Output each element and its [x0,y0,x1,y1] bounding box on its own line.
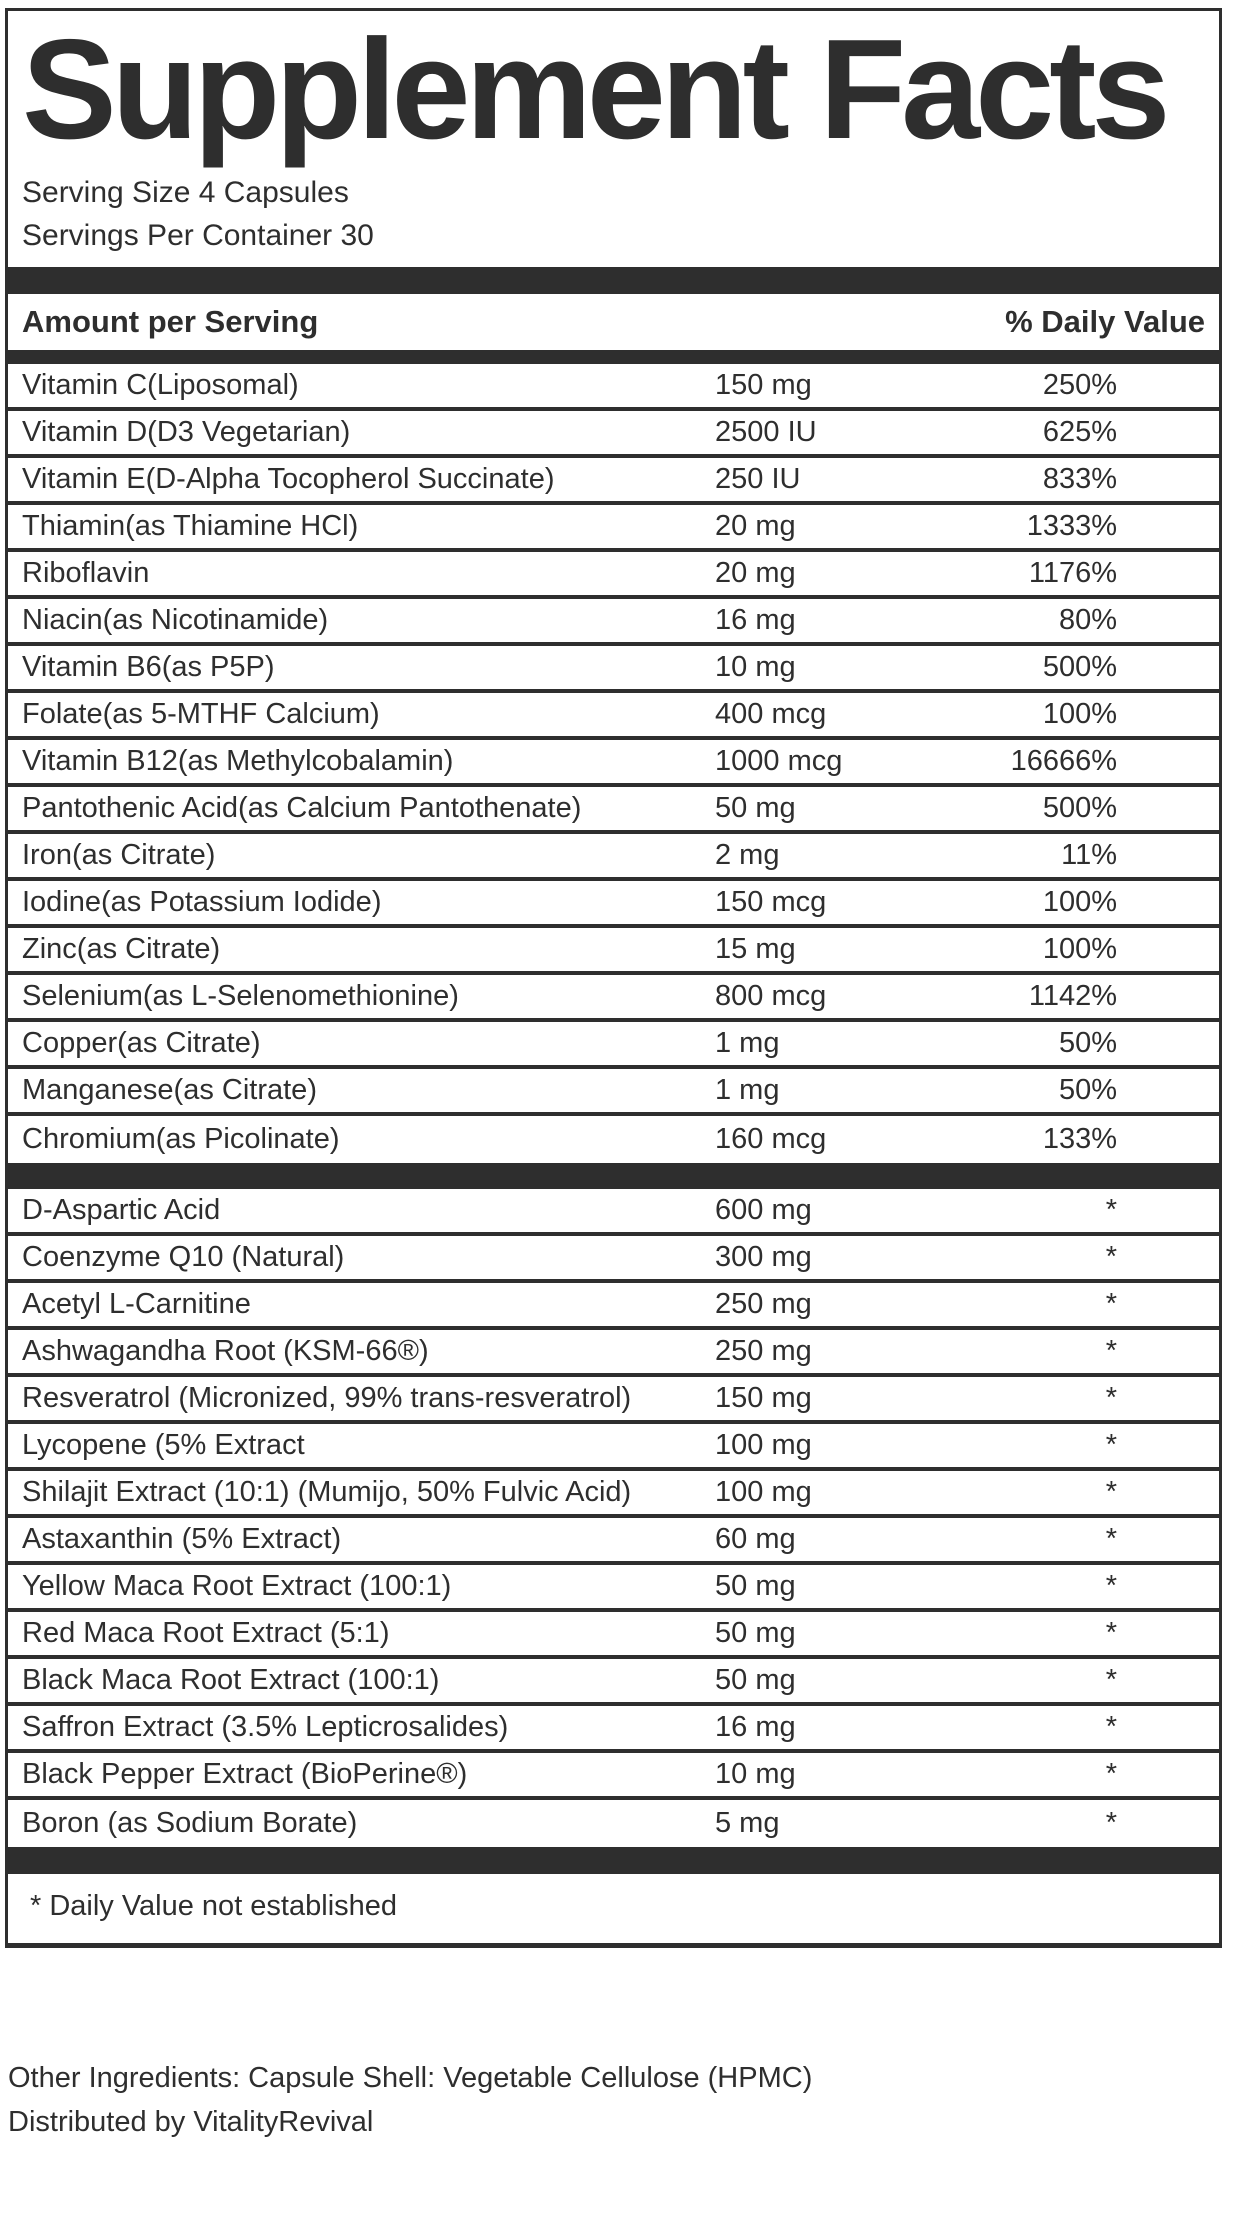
ingredient-name: Astaxanthin (5% Extract) [22,1523,342,1555]
table-row [8,1706,1219,1753]
ingredient-amount: 250 mg [715,1335,812,1367]
nutrient-daily-value: 1176% [1028,557,1117,589]
ingredient-daily-value: * [1105,1429,1117,1461]
table-row [8,975,1219,1022]
nutrient-daily-value: 100% [1042,886,1117,918]
ingredient-amount: 100 mg [715,1476,812,1508]
table-header-row [8,294,1219,350]
nutrient-amount: 20 mg [715,510,796,542]
ingredient-daily-value: * [1105,1664,1117,1696]
table-row [8,1236,1219,1283]
table-row [8,787,1219,834]
ingredient-daily-value: * [1105,1523,1117,1555]
nutrient-amount: 1 mg [715,1027,780,1059]
ingredient-name: Yellow Maca Root Extract (100:1) [22,1570,452,1602]
table-row [8,1189,1219,1236]
serving-info [8,165,1219,267]
nutrient-name: Vitamin E(D-Alpha Tocopherol Succinate) [22,463,555,495]
ingredient-amount: 10 mg [715,1758,796,1790]
ingredient-name: Saffron Extract (3.5% Lepticrosalides) [22,1711,509,1743]
daily-value-footnote: * Daily Value not established [30,1890,398,1922]
ingredient-amount: 50 mg [715,1570,796,1602]
ingredient-daily-value: * [1105,1711,1117,1743]
nutrient-daily-value: 1142% [1028,980,1117,1012]
ingredient-daily-value: * [1105,1241,1117,1273]
nutrient-name: Riboflavin [22,557,150,589]
facts-title: Supplement Facts [22,10,1166,169]
amount-per-serving-header: Amount per Serving [22,304,319,339]
ingredient-name: Lycopene (5% Extract [22,1429,305,1461]
ingredient-amount: 150 mg [715,1382,812,1414]
table-row [8,1612,1219,1659]
table-row [8,1659,1219,1706]
table-row [8,411,1219,458]
ingredient-name: Red Maca Root Extract (5:1) [22,1617,390,1649]
nutrient-daily-value: 16666% [1010,745,1117,777]
nutrient-daily-value: 250% [1042,369,1117,401]
ingredient-name: Black Maca Root Extract (100:1) [22,1664,440,1696]
nutrient-daily-value: 133% [1042,1123,1117,1155]
nutrient-name: Iron(as Citrate) [22,839,216,871]
nutrient-name: Thiamin(as Thiamine HCl) [22,510,359,542]
ingredient-name: Resveratrol (Micronized, 99% trans-resveratrol) [22,1382,632,1414]
nutrient-table [8,364,1219,1163]
nutrient-name: Copper(as Citrate) [22,1027,261,1059]
nutrient-amount: 2 mg [715,839,780,871]
ingredient-daily-value: * [1105,1382,1117,1414]
ingredient-daily-value: * [1105,1335,1117,1367]
nutrient-name: Vitamin B6(as P5P) [22,651,275,683]
table-row [8,1377,1219,1424]
ingredient-daily-value: * [1105,1758,1117,1790]
nutrient-amount: 20 mg [715,557,796,589]
serving-size: Serving Size 4 Capsules [22,176,349,209]
nutrient-daily-value: 100% [1042,933,1117,965]
table-row [8,552,1219,599]
supplement-facts-panel [5,8,1222,1948]
nutrient-daily-value: 833% [1042,463,1117,495]
nutrient-daily-value: 50% [1058,1027,1117,1059]
nutrient-name: Selenium(as L-Selenomethionine) [22,980,459,1012]
table-row [8,740,1219,787]
nutrient-name: Vitamin D(D3 Vegetarian) [22,416,351,448]
table-row [8,928,1219,975]
divider-bar-top [8,267,1219,294]
table-row [8,693,1219,740]
ingredient-amount: 250 mg [715,1288,812,1320]
below-panel-text [8,2056,812,2144]
ingredient-amount: 16 mg [715,1711,796,1743]
ingredient-name: Ashwagandha Root (KSM-66®) [22,1335,429,1367]
nutrient-amount: 50 mg [715,792,796,824]
table-row [8,881,1219,928]
ingredient-daily-value: * [1105,1476,1117,1508]
nutrient-amount: 160 mcg [715,1123,827,1155]
ingredient-table [8,1189,1219,1847]
nutrient-name: Vitamin B12(as Methylcobalamin) [22,745,454,777]
nutrient-name: Iodine(as Potassium Iodide) [22,886,382,918]
table-row [8,1022,1219,1069]
table-row [8,1565,1219,1612]
nutrient-daily-value: 625% [1042,416,1117,448]
table-row [8,1800,1219,1847]
ingredient-daily-value: * [1105,1570,1117,1602]
table-row [8,1116,1219,1163]
servings-per-container: Servings Per Container 30 [22,219,374,252]
distributed-by: Distributed by VitalityRevival [8,2106,374,2138]
ingredient-name: Coenzyme Q10 (Natural) [22,1241,345,1273]
nutrient-amount: 2500 IU [715,416,817,448]
ingredient-daily-value: * [1105,1194,1117,1226]
nutrient-daily-value: 11% [1061,839,1117,871]
nutrient-daily-value: 80% [1058,604,1117,636]
nutrient-daily-value: 500% [1042,792,1117,824]
nutrient-amount: 10 mg [715,651,796,683]
ingredient-amount: 50 mg [715,1617,796,1649]
daily-value-header: % Daily Value [1005,304,1205,339]
nutrient-name: Folate(as 5-MTHF Calcium) [22,698,380,730]
nutrient-daily-value: 500% [1042,651,1117,683]
nutrient-amount: 400 mcg [715,698,827,730]
ingredient-amount: 60 mg [715,1523,796,1555]
ingredient-name: Acetyl L-Carnitine [22,1288,251,1320]
nutrient-name: Manganese(as Citrate) [22,1074,317,1106]
divider-bar-section [8,1163,1219,1189]
nutrient-amount: 800 mcg [715,980,827,1012]
ingredient-amount: 100 mg [715,1429,812,1461]
nutrient-amount: 150 mcg [715,886,827,918]
nutrient-amount: 16 mg [715,604,796,636]
nutrient-daily-value: 100% [1042,698,1117,730]
nutrient-amount: 150 mg [715,369,812,401]
nutrient-name: Niacin(as Nicotinamide) [22,604,329,636]
ingredient-name: Black Pepper Extract (BioPerine®) [22,1758,468,1790]
nutrient-name: Vitamin C(Liposomal) [22,369,299,401]
table-row [8,458,1219,505]
nutrient-name: Chromium(as Picolinate) [22,1123,340,1155]
table-row [8,646,1219,693]
ingredient-amount: 5 mg [715,1807,780,1839]
nutrient-name: Pantothenic Acid(as Calcium Pantothenate) [22,792,582,824]
nutrient-amount: 250 IU [715,463,801,495]
ingredient-amount: 600 mg [715,1194,812,1226]
ingredient-name: Boron (as Sodium Borate) [22,1807,358,1839]
ingredient-amount: 300 mg [715,1241,812,1273]
table-row [8,1471,1219,1518]
table-row [8,1283,1219,1330]
table-row [8,1424,1219,1471]
table-row [8,1069,1219,1116]
ingredient-daily-value: * [1105,1807,1117,1839]
divider-bar-header [8,350,1219,364]
nutrient-daily-value: 50% [1058,1074,1117,1106]
ingredient-name: D-Aspartic Acid [22,1194,221,1226]
ingredient-daily-value: * [1105,1617,1117,1649]
table-row [8,599,1219,646]
table-row [8,364,1219,411]
ingredient-amount: 50 mg [715,1664,796,1696]
nutrient-amount: 1 mg [715,1074,780,1106]
table-row [8,1753,1219,1800]
nutrient-amount: 15 mg [715,933,796,965]
ingredient-name: Shilajit Extract (10:1) (Mumijo, 50% Fulvic Acid) [22,1476,632,1508]
table-row [8,834,1219,881]
other-ingredients: Other Ingredients: Capsule Shell: Vegetable Cellulose (HPMC) [8,2062,813,2094]
divider-bar-bottom [8,1847,1219,1874]
nutrient-amount: 1000 mcg [715,745,843,777]
ingredient-daily-value: * [1105,1288,1117,1320]
table-row [8,1330,1219,1377]
table-row [8,1518,1219,1565]
nutrient-name: Zinc(as Citrate) [22,933,221,965]
table-row [8,505,1219,552]
nutrient-daily-value: 1333% [1026,510,1117,542]
